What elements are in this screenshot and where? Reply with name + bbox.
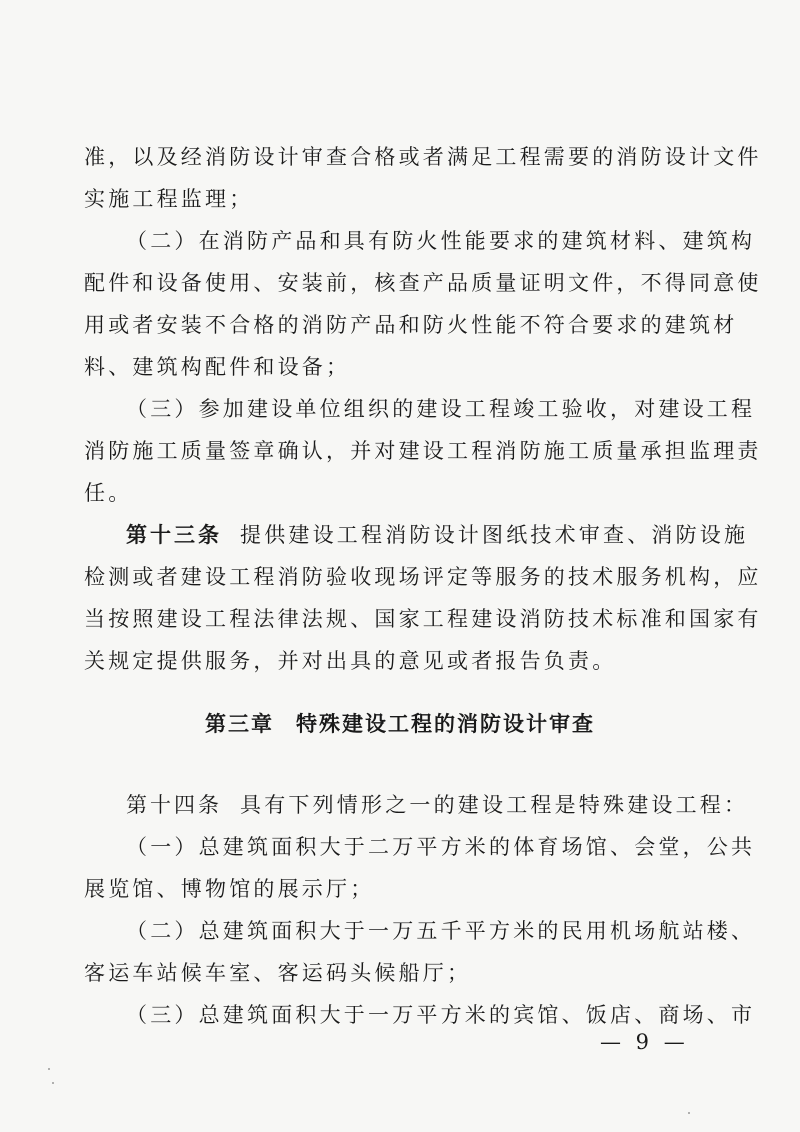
chapter-title: 特殊建设工程的消防设计审查 — [296, 712, 595, 736]
text-line: （三）参加建设单位组织的建设工程竣工验收，对建设工程 — [126, 397, 756, 421]
scan-speck — [52, 1082, 54, 1084]
article-14-text: 具有下列情形之一的建设工程是特殊建设工程： — [240, 793, 749, 817]
text-line: 用或者安装不合格的消防产品和防火性能不符合要求的建筑材 — [84, 313, 738, 337]
text-line: （二）在消防产品和具有防火性能要求的建筑材料、建筑构 — [126, 229, 756, 253]
chapter-number: 第三章 — [205, 712, 274, 736]
scan-speck — [688, 1112, 690, 1114]
scan-speck — [48, 1068, 50, 1070]
page-number: — 9 — — [600, 1030, 689, 1054]
text-line: （二）总建筑面积大于一万五千平方米的民用机场航站楼、 — [126, 919, 756, 943]
text-line: 料、建筑构配件和设备； — [84, 355, 351, 379]
text-line: 配件和设备使用、安装前，核查产品质量证明文件，不得同意使 — [84, 271, 762, 295]
text-line: 消防施工质量签章确认，并对建设工程消防施工质量承担监理责 — [84, 439, 762, 463]
article-13-heading: 第十三条 — [126, 523, 222, 547]
article-13-first-line — [126, 520, 748, 550]
text-line: 任。 — [84, 481, 133, 505]
text-line: 实施工程监理； — [84, 187, 254, 211]
article-14-first-line — [126, 790, 748, 820]
text-line: （一）总建筑面积大于二万平方米的体育场馆、会堂，公共 — [126, 835, 756, 859]
text-line: 准，以及经消防设计审查合格或者满足工程需要的消防设计文件 — [84, 145, 762, 169]
text-line: （三）总建筑面积大于一万平方米的宾馆、饭店、商场、市 — [126, 1003, 756, 1027]
text-line: 客运车站候车室、客运码头候船厅； — [84, 961, 472, 985]
article-14-heading: 第十四条 — [126, 793, 222, 817]
text-line: 当按照建设工程法律法规、国家工程建设消防技术标准和国家有 — [84, 607, 762, 631]
chapter-heading — [0, 708, 800, 738]
article-13-text: 提供建设工程消防设计图纸技术审查、消防设施 — [240, 523, 749, 547]
text-line: 检测或者建设工程消防验收现场评定等服务的技术服务机构，应 — [84, 565, 762, 589]
text-line: 关规定提供服务，并对出具的意见或者报告负责。 — [84, 649, 617, 673]
text-line: 展览馆、博物馆的展示厅； — [84, 877, 375, 901]
